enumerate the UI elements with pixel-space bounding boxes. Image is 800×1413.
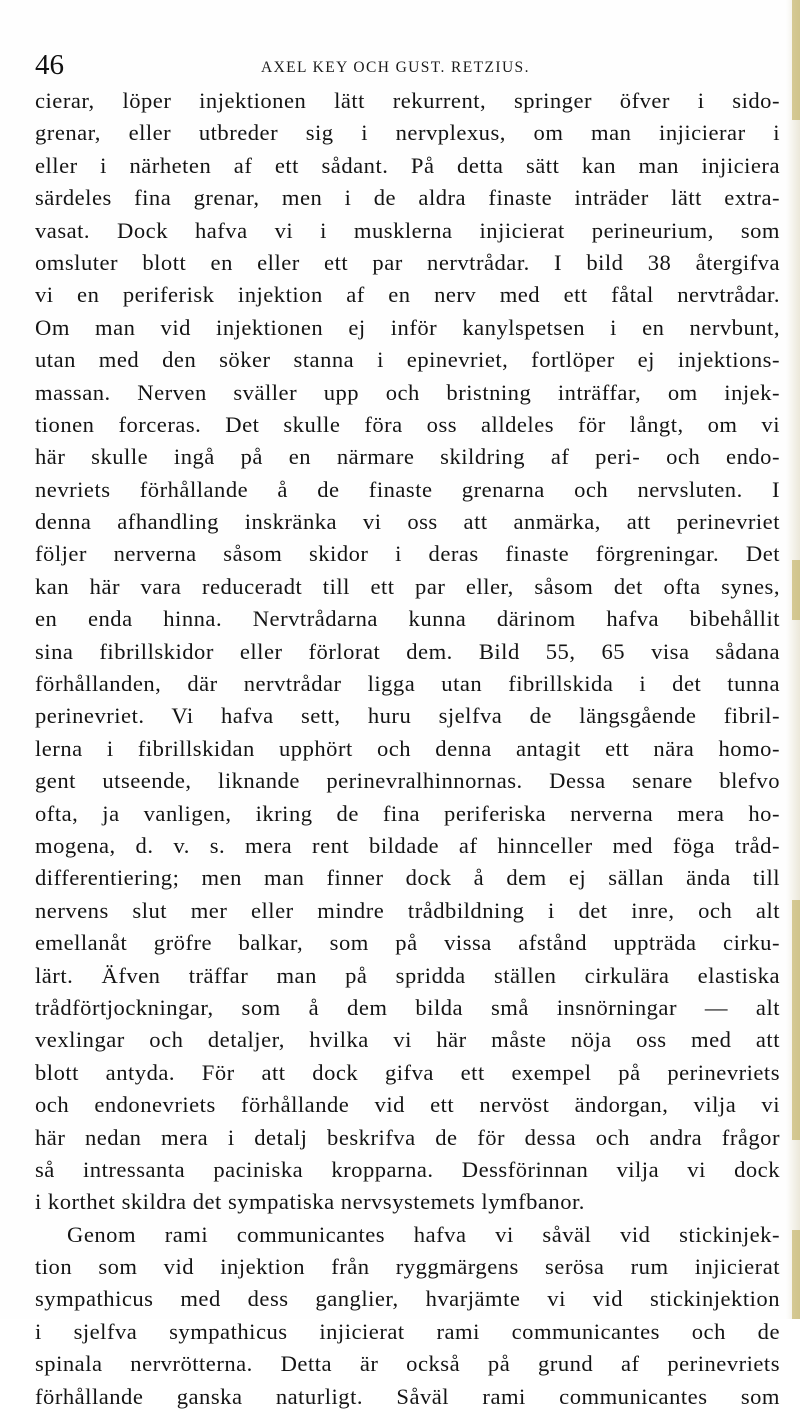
text-line: här nedan mera i detalj beskrifva de för dessa och andra frågor xyxy=(35,1124,780,1150)
text-line: vi en periferisk injektion af en nerv med ett fåtal nervtrådar. xyxy=(35,282,780,308)
text-line: här skulle ingå på en närmare skildring af peri- och endo- xyxy=(35,444,780,470)
text-line: mogena, d. v. s. mera rent bildade af hinnceller med föga tråd- xyxy=(35,832,780,858)
text-line: sympathicus med dess ganglier, hvarjämte vi vid stickinjektion xyxy=(35,1286,780,1312)
text-line: lärt. Äfven träffar man på spridda ställen cirkulära elastiska xyxy=(35,962,780,988)
page-edge-mark xyxy=(792,0,800,120)
text-line: eller i närheten af ett sådant. På detta sätt kan man injiciera xyxy=(35,152,780,178)
text-line: följer nerverna såsom skidor i deras finaste förgreningar. Det xyxy=(35,541,780,567)
text-line: Genom rami communicantes hafva vi såväl vid stickinjek- xyxy=(67,1221,780,1247)
text-line: emellanåt gröfre balkar, som på vissa afstånd uppträda cirku- xyxy=(35,930,780,956)
text-line: lerna i fibrillskidan upphört och denna antagit ett nära homo- xyxy=(35,735,780,761)
text-line: trådförtjockningar, som å dem bilda små insnörningar — alt xyxy=(35,994,780,1020)
text-line: en enda hinna. Nervtrådarna kunna därinom hafva bibehållit xyxy=(35,606,780,632)
text-line: tionen forceras. Det skulle föra oss alldeles för långt, om vi xyxy=(35,411,780,437)
text-line: sina fibrillskidor eller förlorat dem. Bild 55, 65 visa sådana xyxy=(35,638,780,664)
text-line: massan. Nerven sväller upp och bristning inträffar, om injek- xyxy=(35,379,780,405)
text-line: i sjelfva sympathicus injicierat rami communicantes och de xyxy=(35,1318,780,1344)
text-line: nervens slut mer eller mindre trådbildning i det inre, och alt xyxy=(35,897,780,923)
text-line: tion som vid injektion från ryggmärgens serösa rum injicierat xyxy=(35,1254,780,1280)
body-text xyxy=(35,85,780,1413)
text-line: Om man vid injektionen ej inför kanylspetsen i en nervbunt, xyxy=(35,314,780,340)
text-line: i korthet skildra det sympatiska nervsystemets lymfbanor. xyxy=(35,1189,585,1215)
text-line: utan med den söker stanna i epinevriet, fortlöper ej injektions- xyxy=(35,347,780,373)
text-line: vexlingar och detaljer, hvilka vi här måste nöja oss med att xyxy=(35,1027,780,1053)
page-edge-mark xyxy=(792,560,800,620)
page-header xyxy=(35,50,775,80)
text-line: omsluter blott en eller ett par nervtrådar. I bild 38 återgifva xyxy=(35,249,780,275)
text-line: blott antyda. För att dock gifva ett exempel på perinevriets xyxy=(35,1059,780,1085)
text-line: förhållanden, där nervtrådar ligga utan fibrillskida i det tunna xyxy=(35,671,780,697)
running-head: AXEL KEY OCH GUST. RETZIUS. xyxy=(261,59,530,76)
text-line: vasat. Dock hafva vi i musklerna injicierat perineurium, som xyxy=(35,217,780,243)
text-line: så intressanta paciniska kropparna. Dessförinnan vilja vi dock xyxy=(35,1156,780,1182)
text-line: grenar, eller utbreder sig i nervplexus, om man injicierar i xyxy=(35,120,780,146)
text-line: spinala nervrötterna. Detta är också på grund af perinevriets xyxy=(35,1351,780,1377)
page-edge-mark xyxy=(792,1230,800,1319)
text-line: differentiering; men man finner dock å dem ej sällan ända till xyxy=(35,865,780,891)
page-edge-mark xyxy=(792,900,800,1140)
text-line: nevriets förhållande å de finaste grenarna och nervsluten. I xyxy=(35,476,780,502)
text-line: denna afhandling inskränka vi oss att anmärka, att perinevriet xyxy=(35,509,780,535)
text-line: förhållande ganska naturligt. Såväl rami communicantes som xyxy=(35,1383,780,1409)
text-line: kan här vara reduceradt till ett par eller, såsom det ofta synes, xyxy=(35,573,780,599)
text-line: särdeles fina grenar, men i de aldra finaste inträder lätt extra- xyxy=(35,185,780,211)
text-line: ofta, ja vanligen, ikring de fina periferiska nerverna mera ho- xyxy=(35,800,780,826)
text-line: gent utseende, liknande perinevralhinnornas. Dessa senare blefvo xyxy=(35,768,780,794)
text-line: perinevriet. Vi hafva sett, huru sjelfva de längsgående fibril- xyxy=(35,703,780,729)
text-line: och endonevriets förhållande vid ett nervöst ändorgan, vilja vi xyxy=(35,1092,780,1118)
page-number: 46 xyxy=(35,49,64,81)
text-line: cierar, löper injektionen lätt rekurrent, springer öfver i sido- xyxy=(35,88,780,113)
